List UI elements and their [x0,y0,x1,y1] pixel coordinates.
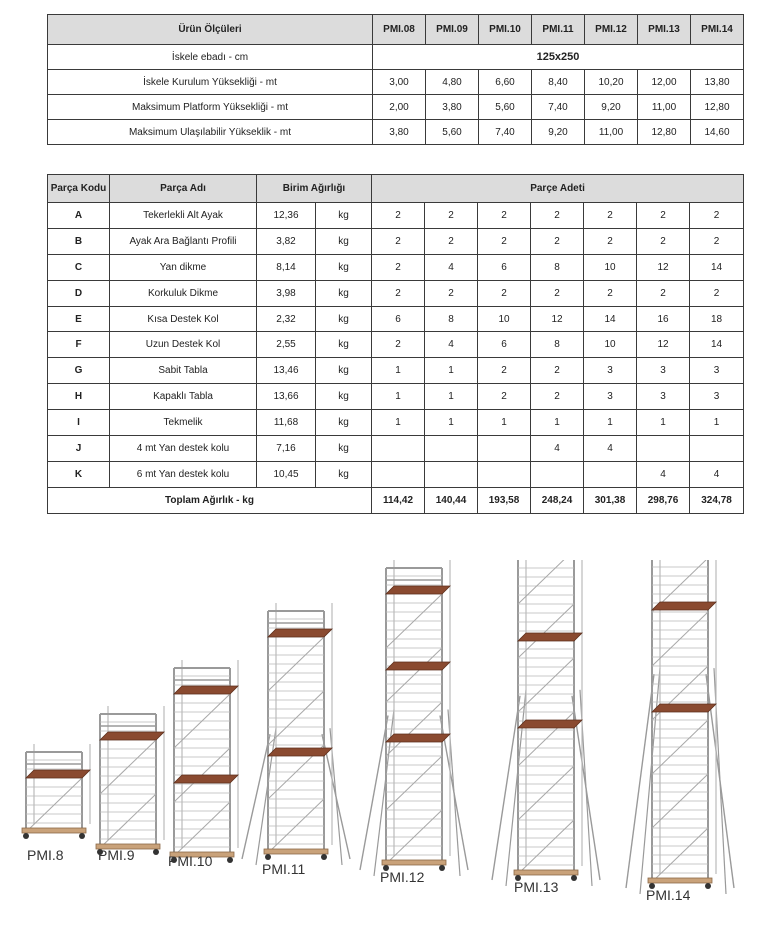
model-header: PMI.11 [532,15,585,45]
total-weight-value: 140,44 [425,487,478,513]
part-row [48,461,744,487]
model-label: PMI.13 [514,879,559,895]
platform-deck [386,586,450,594]
dimension-value: 11,00 [638,95,691,120]
part-count-header: Parçe Adeti [372,175,744,203]
part-code: J [48,436,110,462]
part-weight: 13,46 [257,358,316,384]
part-count: 2 [478,384,531,410]
part-count: 2 [372,228,425,254]
part-name: Kapaklı Tabla [110,384,257,410]
part-count: 14 [584,306,637,332]
base-plank [264,849,328,854]
part-unit: kg [316,384,372,410]
part-unit: kg [316,306,372,332]
dimension-value: 3,00 [373,70,426,95]
part-code: H [48,384,110,410]
part-count: 4 [425,254,478,280]
part-weight: 12,36 [257,203,316,229]
dimension-value: 13,80 [691,70,744,95]
part-count: 16 [637,306,690,332]
part-row [48,332,744,358]
part-count: 6 [478,332,531,358]
part-count: 1 [372,384,425,410]
part-count: 10 [584,254,637,280]
wheel [705,883,711,889]
scaffold-tower [360,560,468,876]
part-count: 2 [637,280,690,306]
part-count: 12 [637,254,690,280]
model-label: PMI.14 [646,887,691,903]
total-weight-value: 301,38 [584,487,637,513]
part-count: 2 [372,254,425,280]
platform-deck [174,686,238,694]
part-count: 1 [584,410,637,436]
part-count [372,436,425,462]
part-code: I [48,410,110,436]
part-count: 2 [531,203,584,229]
part-name: Tekerlekli Alt Ayak [110,203,257,229]
model-label: PMI.11 [262,861,306,877]
part-unit: kg [316,410,372,436]
part-count: 2 [637,228,690,254]
part-row [48,254,744,280]
dimension-value: 9,20 [532,120,585,145]
outrigger [256,728,276,865]
part-count [425,461,478,487]
total-weight-value: 248,24 [531,487,584,513]
model-header: PMI.08 [373,15,426,45]
dimension-value: 5,60 [426,120,479,145]
model-label: PMI.10 [168,853,213,869]
part-count: 2 [372,332,425,358]
platform-deck [100,732,164,740]
wheel [153,849,159,855]
part-count: 1 [478,410,531,436]
part-count: 2 [425,203,478,229]
part-count [690,436,744,462]
part-unit: kg [316,332,372,358]
part-name: 6 mt Yan destek kolu [110,461,257,487]
dimension-label: İskele Kurulum Yüksekliği - mt [48,70,373,95]
parts-header-row [48,175,744,203]
dimension-value: 2,00 [373,95,426,120]
part-weight: 3,82 [257,228,316,254]
dimension-value: 12,80 [638,120,691,145]
part-unit: kg [316,280,372,306]
part-count: 2 [584,228,637,254]
part-unit: kg [316,228,372,254]
dimensions-title: Ürün Ölçüleri [48,15,373,45]
part-weight: 13,66 [257,384,316,410]
part-weight: 10,45 [257,461,316,487]
part-count [372,461,425,487]
part-count: 4 [425,332,478,358]
part-count: 1 [425,410,478,436]
dimension-label: Maksimum Platform Yüksekliği - mt [48,95,373,120]
part-count: 2 [690,228,744,254]
part-count: 6 [478,254,531,280]
part-code: C [48,254,110,280]
scaffold-tower [492,560,600,886]
part-row [48,203,744,229]
part-count [637,436,690,462]
part-weight: 11,68 [257,410,316,436]
part-count: 3 [584,384,637,410]
part-code: E [48,306,110,332]
part-unit: kg [316,203,372,229]
part-count [531,461,584,487]
total-weight-value: 114,42 [372,487,425,513]
platform-deck [652,602,716,610]
total-weight-label: Toplam Ağırlık - kg [48,487,372,513]
part-code-header: Parça Kodu [48,175,110,203]
part-count: 2 [372,203,425,229]
part-count: 10 [478,306,531,332]
part-count: 2 [478,203,531,229]
platform-deck [518,720,582,728]
part-unit: kg [316,436,372,462]
part-count: 1 [637,410,690,436]
part-count: 4 [531,436,584,462]
scaffold-tower [626,560,734,894]
part-row [48,358,744,384]
part-count: 3 [637,384,690,410]
part-name: Kısa Destek Kol [110,306,257,332]
part-count: 2 [478,228,531,254]
part-count [478,461,531,487]
part-code: K [48,461,110,487]
part-count: 2 [425,228,478,254]
part-name: Tekmelik [110,410,257,436]
unit-weight-header: Birim Ağırlığı [257,175,372,203]
part-count: 3 [690,358,744,384]
part-name: 4 mt Yan destek kolu [110,436,257,462]
wheel [571,875,577,881]
part-count: 12 [531,306,584,332]
model-header: PMI.09 [426,15,479,45]
part-row [48,306,744,332]
dimension-row [48,120,744,145]
platform-deck [386,734,450,742]
part-count: 4 [637,461,690,487]
part-count: 2 [584,203,637,229]
part-weight: 8,14 [257,254,316,280]
part-unit: kg [316,254,372,280]
dimension-value: 4,80 [426,70,479,95]
part-count: 8 [531,332,584,358]
platform-deck [26,770,90,778]
part-name: Ayak Ara Bağlantı Profili [110,228,257,254]
platform-size-row [48,45,744,70]
dimension-row [48,70,744,95]
scaffold-tower [170,660,238,863]
part-count: 3 [690,384,744,410]
part-unit: kg [316,358,372,384]
platform-deck [174,775,238,783]
part-code: B [48,228,110,254]
part-count: 1 [372,358,425,384]
dimension-row [48,95,744,120]
part-weight: 2,55 [257,332,316,358]
scaffold-tower [22,744,90,839]
wheel [23,833,29,839]
part-count [584,461,637,487]
part-name: Sabit Tabla [110,358,257,384]
dimension-value: 11,00 [585,120,638,145]
part-count: 6 [372,306,425,332]
base-plank [382,860,446,865]
wheel [265,854,271,860]
base-plank [514,870,578,875]
dimension-value: 8,40 [532,70,585,95]
part-count: 1 [425,358,478,384]
scaffold-tower [96,706,164,855]
dimension-value: 14,60 [691,120,744,145]
part-count: 18 [690,306,744,332]
part-count: 2 [531,228,584,254]
platform-deck [386,662,450,670]
part-code: G [48,358,110,384]
dimension-value: 10,20 [585,70,638,95]
wheel [227,857,233,863]
model-label: PMI.9 [98,847,135,863]
part-code: D [48,280,110,306]
dimension-value: 12,00 [638,70,691,95]
platform-deck [268,629,332,637]
platform-size-value: 125x250 [373,45,744,70]
part-row [48,384,744,410]
part-count: 2 [690,280,744,306]
total-weight-value: 193,58 [478,487,531,513]
dimensions-table [47,14,744,145]
part-weight: 3,98 [257,280,316,306]
model-header: PMI.13 [638,15,691,45]
part-count: 2 [637,203,690,229]
dimension-value: 9,20 [585,95,638,120]
base-plank [648,878,712,883]
part-row [48,436,744,462]
part-count: 1 [372,410,425,436]
part-weight: 2,32 [257,306,316,332]
part-count: 1 [425,384,478,410]
platform-deck [518,633,582,641]
wheel [79,833,85,839]
dimension-value: 5,60 [479,95,532,120]
dimension-value: 12,80 [691,95,744,120]
part-count: 2 [478,358,531,384]
part-count: 14 [690,254,744,280]
part-row [48,410,744,436]
part-count: 3 [584,358,637,384]
part-count: 8 [531,254,584,280]
dimension-value: 3,80 [373,120,426,145]
part-count: 2 [425,280,478,306]
part-code: F [48,332,110,358]
part-count [478,436,531,462]
part-weight: 7,16 [257,436,316,462]
part-count: 2 [690,203,744,229]
part-name: Korkuluk Dikme [110,280,257,306]
wheel [439,865,445,871]
model-header: PMI.14 [691,15,744,45]
model-label: PMI.12 [380,869,425,885]
scaffold-illustrations [0,560,770,943]
dimension-value: 7,40 [532,95,585,120]
part-count: 3 [637,358,690,384]
model-header: PMI.12 [585,15,638,45]
platform-size-label: İskele ebadı - cm [48,45,373,70]
platform-deck [652,704,716,712]
part-unit: kg [316,461,372,487]
part-count: 2 [372,280,425,306]
base-plank [22,828,86,833]
dimension-label: Maksimum Ulaşılabilir Yükseklik - mt [48,120,373,145]
model-label: PMI.8 [27,847,64,863]
dimension-value: 7,40 [479,120,532,145]
wheel [321,854,327,860]
part-count: 2 [584,280,637,306]
part-count: 1 [690,410,744,436]
part-count: 1 [531,410,584,436]
total-weight-value: 324,78 [690,487,744,513]
part-name-header: Parça Adı [110,175,257,203]
part-count: 2 [531,384,584,410]
model-header: PMI.10 [479,15,532,45]
part-count [425,436,478,462]
part-name: Yan dikme [110,254,257,280]
part-count: 4 [584,436,637,462]
scaffold-tower [242,603,350,865]
part-count: 10 [584,332,637,358]
part-count: 8 [425,306,478,332]
part-count: 4 [690,461,744,487]
parts-table [47,174,744,514]
part-count: 12 [637,332,690,358]
part-count: 2 [478,280,531,306]
dimension-value: 6,60 [479,70,532,95]
part-row [48,228,744,254]
part-code: A [48,203,110,229]
part-count: 2 [531,358,584,384]
part-count: 2 [531,280,584,306]
part-row [48,280,744,306]
part-count: 14 [690,332,744,358]
total-weight-value: 298,76 [637,487,690,513]
total-weight-row [48,487,744,513]
platform-deck [268,748,332,756]
dimensions-header-row [48,15,744,45]
dimension-value: 3,80 [426,95,479,120]
part-name: Uzun Destek Kol [110,332,257,358]
